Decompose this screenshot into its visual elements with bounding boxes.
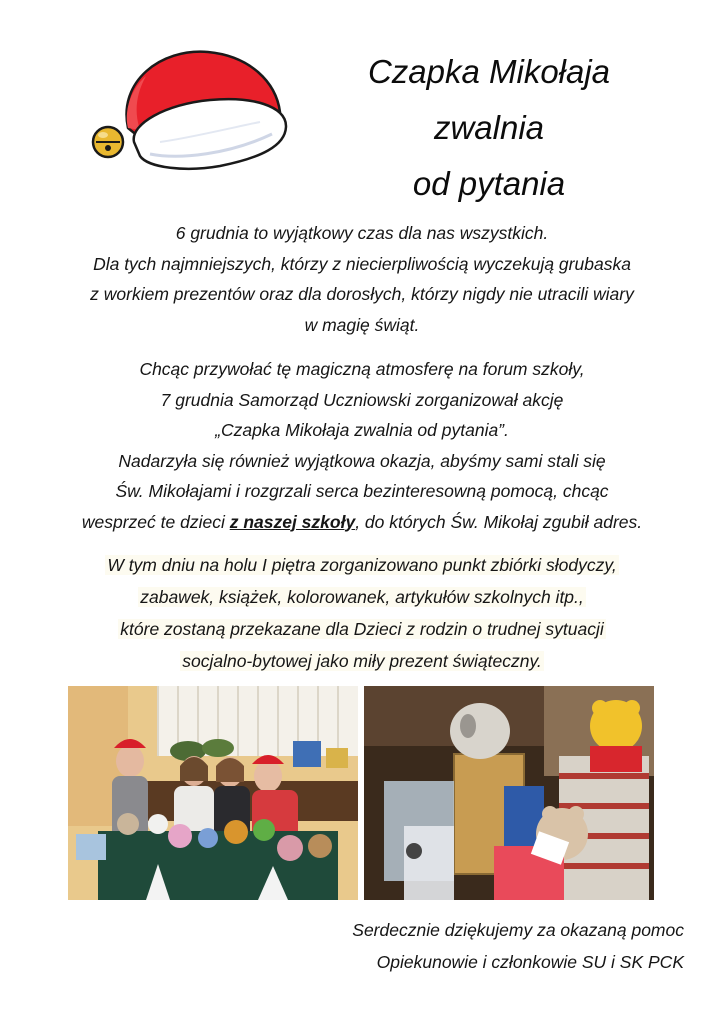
action-line-3: „Czapka Mikołaja zwalnia od pytania”. — [215, 420, 509, 440]
action-line-6-end: , do których Św. Mikołaj zgubił adres. — [355, 511, 643, 532]
collection-line-3: które zostaną przekazane dla Dzieci z rodzin o trudnej sytuacji — [120, 619, 604, 639]
title-line-3: od pytania — [412, 165, 566, 202]
action-paragraph — [30, 354, 694, 537]
action-line-5: Św. Mikołajami i rozgrzali serca bezinteresowną pomocą, chcąc — [115, 481, 609, 501]
footer-signature-block — [352, 914, 684, 978]
collection-line-2: zabawek, książek, kolorowanek, artykułów szkolnych itp., — [140, 587, 584, 607]
intro-line-3: z workiem prezentów oraz dla dorosłych, którzy nigdy nie utracili wiary — [90, 284, 634, 304]
gifts-photo — [364, 686, 654, 900]
students-photo — [68, 686, 358, 900]
title-line-1: Czapka Mikołaja — [367, 53, 611, 90]
action-line-1: Chcąc przywołać tę magiczną atmosferę na forum szkoły, — [139, 359, 585, 379]
collection-line-4: socjalno-bytowej jako miły prezent świąteczny. — [182, 651, 542, 671]
page-title — [320, 44, 658, 212]
intro-line-1: 6 grudnia to wyjątkowy czas dla nas wszystkich. — [175, 223, 549, 243]
thanks-text: Serdecznie dziękujemy za okazaną pomoc — [352, 920, 684, 940]
collection-paragraph — [30, 549, 694, 677]
action-line-6-start: wesprzeć te dzieci — [81, 511, 230, 532]
action-line-2: 7 grudnia Samorząd Uczniowski zorganizował akcję — [160, 389, 564, 410]
title-line-2: zwalnia — [433, 109, 545, 146]
action-line-6 — [30, 507, 694, 538]
intro-paragraph — [30, 218, 694, 340]
action-line-4: Nadarzyła się również wyjątkowa okazja, abyśmy sami stali się — [118, 450, 606, 471]
collection-line-1: W tym dniu na holu I piętra zorganizowano punkt zbiórki słodyczy, — [107, 555, 617, 575]
santa-hat-image — [90, 42, 290, 176]
intro-line-2: Dla tych najmniejszych, którzy z niecierpliwością wyczekują grubaska — [93, 253, 631, 274]
our-school-underlined-text: z naszej szkoły — [229, 511, 356, 532]
intro-line-4: w magię świąt. — [304, 314, 420, 335]
signature-text: Opiekunowie i członkowie SU i SK PCK — [376, 952, 684, 972]
